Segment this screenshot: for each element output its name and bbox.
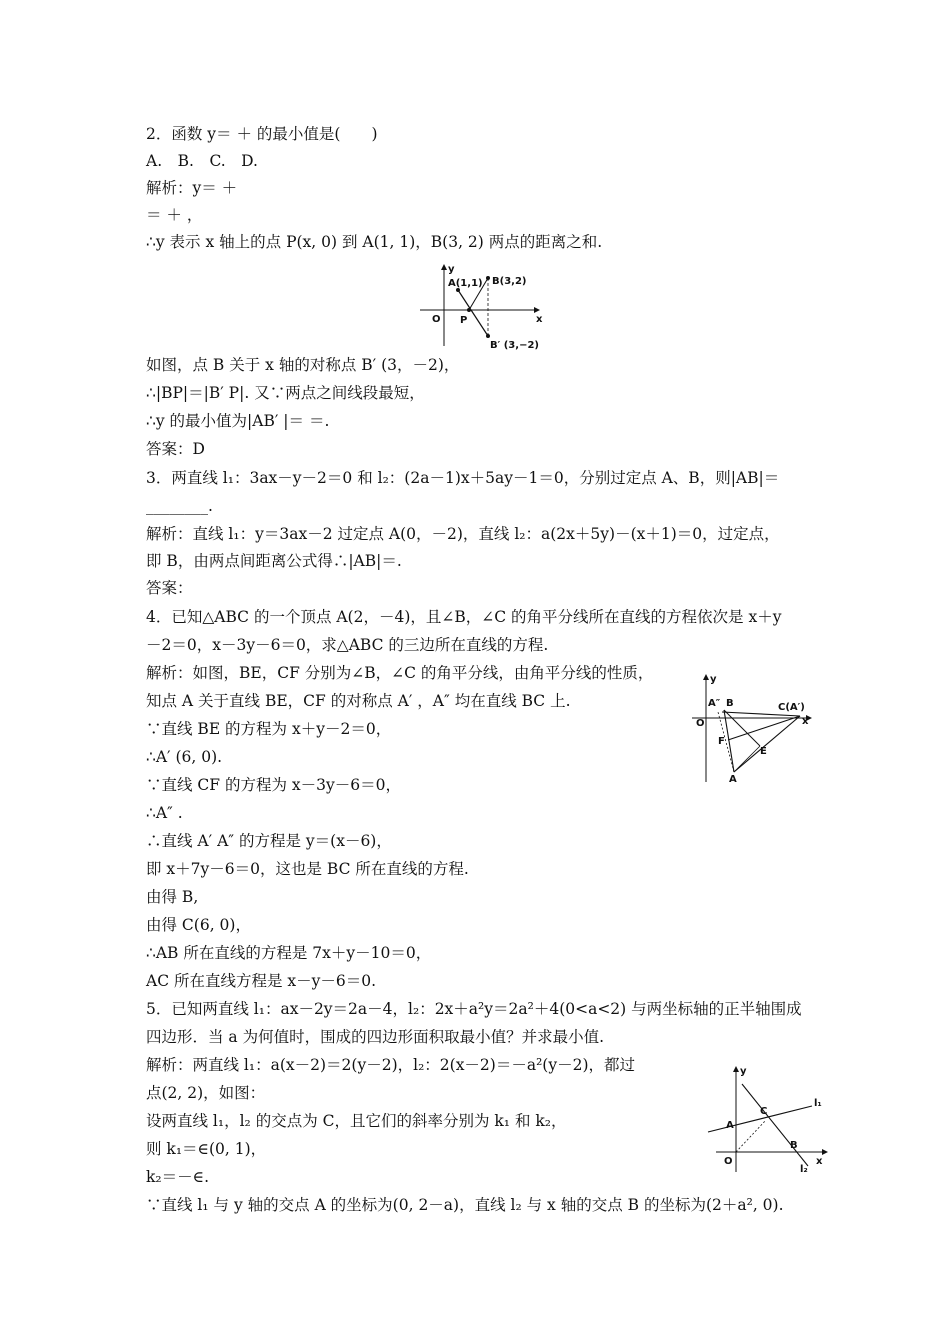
problem-5-stem-2: 四边形．当 a 为何值时，围成的四边形面积取最小值？并求最小值.	[146, 1028, 605, 1046]
solution-2-line-1: 解析：y＝ ＋	[146, 179, 238, 197]
fig2-point-c: C(A′)	[778, 702, 805, 713]
fig2-point-b: B	[726, 698, 734, 709]
fig2-y-label: y	[710, 674, 717, 685]
fig1-point-a: A(1,1)	[448, 278, 483, 289]
problem-4-stem-2: －2＝0，x－3y－6＝0，求△ABC 的三边所在直线的方程.	[146, 636, 549, 654]
solution-4-line-7: ∴直线 A′ A″ 的方程是 y＝(x－6)，	[146, 832, 392, 850]
fig3-point-b: B	[790, 1140, 798, 1151]
fig1-point-p: P	[460, 315, 468, 326]
solution-3-line-2: 即 B，由两点间距离公式得∴|AB|＝.	[146, 552, 402, 570]
fig2-a-double-prime: A″	[708, 698, 721, 709]
solution-4-line-12: AC 所在直线方程是 x－y－6＝0.	[146, 972, 377, 990]
figure-3-quadrilateral	[702, 1062, 830, 1174]
fig2-point-a: A	[729, 774, 737, 784]
solution-4-line-5: ∵直线 CF 的方程为 x－3y－6＝0，	[146, 776, 401, 794]
problem-2-stem: 2．函数 y＝ ＋ 的最小值是( )	[146, 125, 378, 143]
solution-5-line-5: k₂＝－∈.	[146, 1168, 210, 1186]
fig2-origin-label: O	[696, 718, 705, 729]
solution-3-line-1: 解析：直线 l₁：y＝3ax－2 过定点 A(0，－2)，直线 l₂：a(2x＋5y)－(x＋1)＝0，过定点，	[146, 525, 780, 543]
fig3-x-label: x	[816, 1156, 823, 1167]
fig1-origin-label: O	[432, 314, 441, 325]
fig2-point-e: E	[760, 746, 767, 757]
solution-2-line-3: ∴y 表示 x 轴上的点 P(x, 0) 到 A(1, 1)，B(3, 2) 两点的距离之和.	[146, 233, 603, 251]
answer-2: 答案：D	[146, 440, 205, 458]
solution-4-line-2: 知点 A 关于直线 BE，CF 的对称点 A′ ，A″ 均在直线 BC 上.	[146, 692, 571, 710]
answer-3: 答案：	[146, 579, 193, 597]
solution-4-line-3: ∵直线 BE 的方程为 x＋y－2＝0，	[146, 720, 392, 738]
solution-4-line-8: 即 x＋7y－6＝0，这也是 BC 所在直线的方程.	[146, 860, 469, 878]
fig3-y-label: y	[740, 1066, 747, 1077]
problem-2-options: A. B. C. D.	[146, 152, 258, 170]
problem-3-blank: ________.	[146, 497, 213, 515]
solution-4-line-6: ∴A″ .	[146, 804, 183, 822]
fig3-point-a: A	[726, 1120, 734, 1131]
solution-2-line-6: ∴y 的最小值为|AB′ |＝ ＝.	[146, 412, 330, 430]
solution-5-line-4: 则 k₁＝∈(0, 1)，	[146, 1140, 267, 1158]
fig1-x-label: x	[536, 314, 543, 325]
solution-5-line-2: 点(2, 2)，如图：	[146, 1084, 266, 1102]
solution-4-line-1: 解析：如图，BE，CF 分别为∠B，∠C 的角平分线，由角平分线的性质，	[146, 664, 654, 682]
fig3-line-l1: l₁	[814, 1098, 822, 1109]
fig3-origin-label: O	[724, 1156, 733, 1167]
fig2-point-f: F	[718, 736, 725, 747]
fig1-point-b: B(3,2)	[492, 276, 527, 287]
fig1-y-label: y	[448, 264, 455, 275]
fig3-point-c: C	[760, 1106, 768, 1117]
problem-3-stem: 3．两直线 l₁：3ax－y－2＝0 和 l₂：(2a－1)x＋5ay－1＝0，分别过定点 A、B，则|AB|＝	[146, 469, 780, 487]
solution-4-line-9: 由得 B,	[146, 888, 199, 906]
solution-4-line-11: ∴AB 所在直线的方程是 7x＋y－10＝0，	[146, 944, 432, 962]
fig2-x-label: x	[802, 716, 809, 727]
solution-2-line-5: ∴|BP|＝|B′ P|. 又∵两点之间线段最短，	[146, 384, 425, 402]
solution-5-line-3: 设两直线 l₁，l₂ 的交点为 C，且它们的斜率分别为 k₁ 和 k₂，	[146, 1112, 567, 1130]
fig3-line-l2: l₂	[800, 1164, 808, 1174]
figure-2-triangle	[688, 672, 814, 784]
figure-1-reflection	[410, 262, 550, 350]
fig1-point-b-prime: B′ (3,−2)	[490, 340, 539, 350]
solution-2-line-4: 如图，点 B 关于 x 轴的对称点 B′ (3，－2)，	[146, 356, 460, 374]
solution-5-line-6: ∵直线 l₁ 与 y 轴的交点 A 的坐标为(0, 2－a)，直线 l₂ 与 x 轴的交点 B 的坐标为(2＋a², 0).	[146, 1196, 784, 1214]
solution-2-line-2: ＝ ＋ ，	[146, 206, 203, 224]
problem-4-stem-1: 4．已知△ABC 的一个顶点 A(2，－4)，且∠B，∠C 的角平分线所在直线的方程依次是 x＋y	[146, 608, 782, 626]
solution-4-line-10: 由得 C(6, 0)，	[146, 916, 251, 934]
problem-5-stem-1: 5．已知两直线 l₁：ax－2y＝2a－4，l₂：2x＋a²y＝2a²＋4(0<a<2) 与两坐标轴的正半轴围成	[146, 1000, 802, 1018]
solution-5-line-1: 解析：两直线 l₁：a(x－2)＝2(y－2)，l₂：2(x－2)＝－a²(y－2)，都过	[146, 1056, 636, 1074]
solution-4-line-4: ∴A′ (6, 0).	[146, 748, 223, 766]
